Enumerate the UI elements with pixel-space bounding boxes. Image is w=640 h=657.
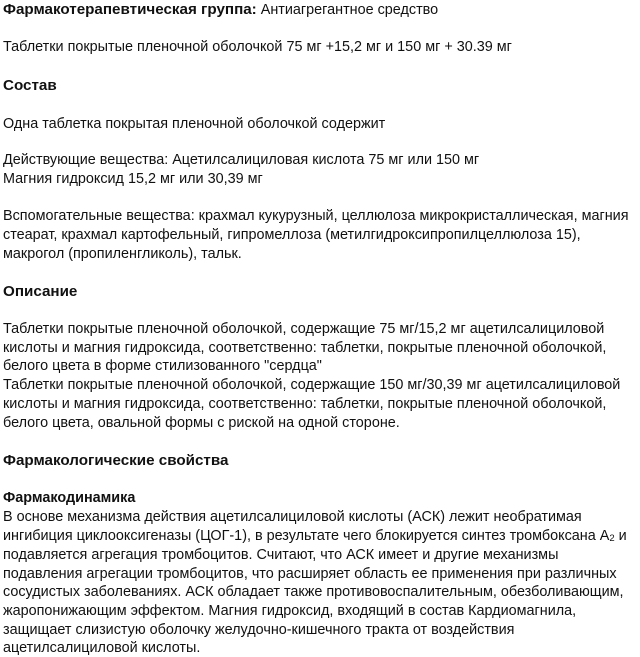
pharmacodynamics-line [3, 527, 627, 545]
excipients-line: макрогол (пропиленгликоль), тальк. [3, 246, 242, 262]
pharmacodynamics-line: сосудистых заболеваниях. АСК обладает также противовоспалительным, обезболивающим, [3, 584, 624, 600]
description-line: Таблетки покрытые пленочной оболочкой, содержащие 75 мг/15,2 мг ацетилсалициловой [3, 321, 605, 337]
description-line: кислоты и магния гидроксида, соответственно: таблетки, покрытые пленочной оболочкой, [3, 340, 607, 356]
active-ingredients-line: Действующие вещества: Ацетилсалициловая кислота 75 мг или 150 мг [3, 152, 480, 168]
pharmacodynamics-subheading: Фармакодинамика [3, 490, 136, 506]
pharm-group-line [3, 1, 438, 19]
pharmacodynamics-line-text: ингибиция циклооксигеназы (ЦОГ-1), в результате чего блокируется синтез тромбоксана А [3, 528, 610, 544]
excipients-line: Вспомогательные вещества: крахмал кукурузный, целлюлоза микрокристаллическая, магния [3, 208, 629, 224]
pharmacodynamics-line-tail: и [614, 528, 627, 544]
pharmacology-heading: Фармакологические свойства [3, 452, 229, 469]
excipients-line: стеарат, крахмал картофельный, гипромеллоза (метилгидроксипропилцеллюлоза 15), [3, 227, 581, 243]
description-line: Таблетки покрытые пленочной оболочкой, содержащие 150 мг/30,39 мг ацетилсалициловой [3, 377, 621, 393]
pharmacodynamics-line: В основе механизма действия ацетилсалициловой кислоты (АСК) лежит необратимая [3, 509, 582, 525]
pharmacodynamics-line: жаропонижающим эффектом. Магния гидроксид, входящий в состав Кардиомагнила, [3, 603, 577, 619]
composition-heading: Состав [3, 77, 57, 94]
description-line: белого цвета, овальной формы с риской на одной стороне. [3, 415, 400, 431]
active-ingredients-line: Магния гидроксид 15,2 мг или 30,39 мг [3, 171, 263, 187]
description-line: кислоты и магния гидроксида, соответственно: таблетки, покрытые пленочной оболочкой, [3, 396, 607, 412]
composition-intro: Одна таблетка покрытая пленочной оболочкой содержит [3, 116, 386, 132]
description-line: белого цвета в форме стилизованного "сердца" [3, 358, 322, 374]
pharmacodynamics-line: подавляется агрегация тромбоцитов. Считают, что АСК имеет и другие механизмы [3, 547, 559, 563]
tablets-line: Таблетки покрытые пленочной оболочкой 75 мг +15,2 мг и 150 мг + 30.39 мг [3, 39, 512, 55]
pharm-group-label: Фармакотерапевтическая группа: [3, 1, 257, 18]
pharm-group-value: Антиагрегантное средство [256, 2, 439, 18]
pharmacodynamics-line: подавления агрегации тромбоцитов, что расширяет область ее применения при различных [3, 566, 617, 582]
pharmacodynamics-line: ацетилсалициловой кислоты. [3, 640, 201, 656]
description-heading: Описание [3, 283, 78, 300]
pharmacodynamics-line: защищает слизистую оболочку желудочно-кишечного тракта от воздействия [3, 622, 515, 638]
subscript-2: 2 [609, 533, 615, 544]
